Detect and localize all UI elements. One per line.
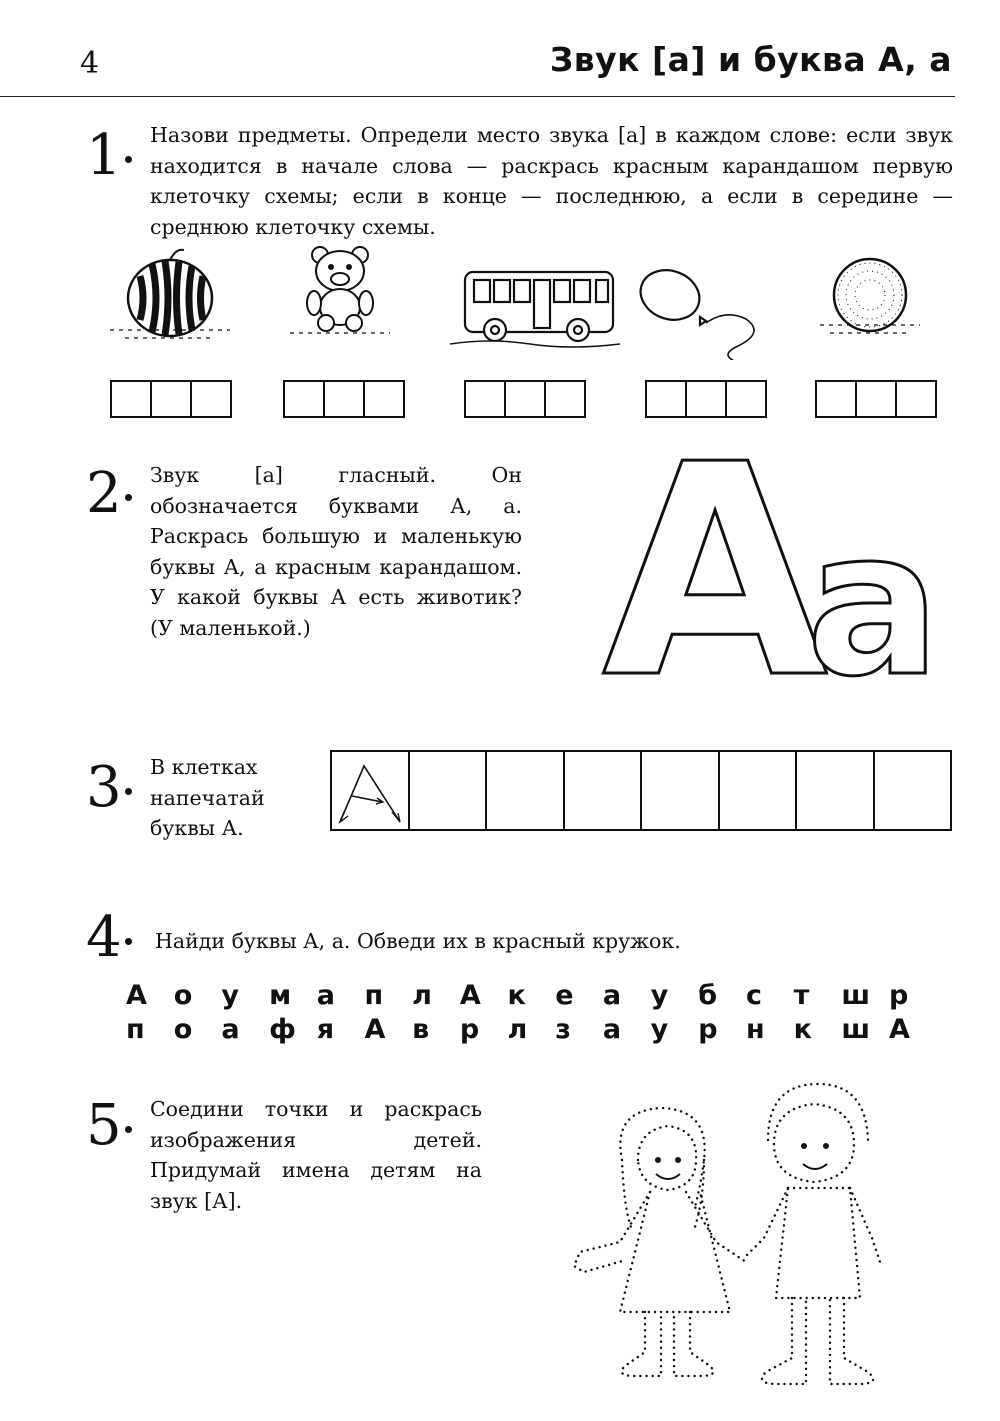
sample-letter-a-strokes: [332, 752, 407, 829]
letter-row-1: [126, 980, 937, 1011]
scheme-cell[interactable]: [365, 382, 403, 416]
letter-item[interactable]: ф: [269, 1014, 296, 1045]
scheme-cell[interactable]: [647, 382, 687, 416]
dotted-children-picture[interactable]: [560, 1080, 940, 1410]
writing-cell[interactable]: [797, 752, 875, 829]
scheme-cell[interactable]: [152, 382, 192, 416]
letter-item[interactable]: а: [602, 1014, 622, 1045]
girl-face: [655, 1157, 681, 1179]
letter-item[interactable]: н: [745, 1014, 765, 1045]
letter-item[interactable]: р: [698, 1014, 718, 1045]
letter-item[interactable]: а: [316, 980, 335, 1011]
writing-cell[interactable]: [565, 752, 643, 829]
letter-item[interactable]: у: [650, 980, 669, 1011]
scheme-cell[interactable]: [817, 382, 857, 416]
task5-text: Соедини точки и раскрась изображения детей. Придумай имена детям на звук [А].: [150, 1097, 482, 1213]
task2-text: Звук [а] гласный. Он обозначается буквами А, а. Раскрась большую и маленькую буквы А, а красным карандашом. У какой буквы А есть животик? (У маленькой.): [150, 463, 522, 640]
sound-scheme[interactable]: [110, 380, 232, 418]
letter-item[interactable]: с: [745, 980, 762, 1011]
letter-item[interactable]: у: [221, 980, 239, 1011]
task1-number: 1: [86, 128, 132, 184]
big-letter-a-outline[interactable]: A: [602, 455, 828, 685]
letter-item[interactable]: п: [364, 980, 384, 1011]
header-divider: [0, 96, 955, 97]
writing-cell[interactable]: [720, 752, 798, 829]
letter-row-2: [126, 1014, 937, 1045]
letter-item[interactable]: р: [889, 980, 909, 1011]
letter-item[interactable]: б: [698, 980, 718, 1011]
page-number: 4: [80, 46, 100, 81]
letter-item[interactable]: А: [459, 980, 481, 1011]
balloon-icon: [634, 262, 754, 360]
scheme-cell[interactable]: [506, 382, 546, 416]
bus-icon: [450, 272, 620, 347]
sound-scheme[interactable]: [464, 380, 586, 418]
orange-icon: [820, 259, 920, 333]
scheme-cell[interactable]: [466, 382, 506, 416]
task4-text: Найди буквы А, а. Обведи их в красный кружок.: [155, 929, 681, 953]
sound-scheme[interactable]: [815, 380, 937, 418]
page-title: Звук [а] и буква А, а: [549, 40, 952, 79]
scheme-cell[interactable]: [325, 382, 365, 416]
scheme-cell[interactable]: [857, 382, 897, 416]
scheme-cell[interactable]: [897, 382, 935, 416]
letter-item[interactable]: е: [555, 980, 574, 1011]
sound-scheme[interactable]: [645, 380, 767, 418]
letter-item[interactable]: в: [412, 1014, 430, 1045]
letter-item[interactable]: А: [364, 1014, 386, 1045]
sound-schemes: [110, 380, 940, 420]
girl-dotted-outline: [574, 1108, 746, 1376]
sample-cell: [332, 752, 410, 829]
watermelon-icon: [110, 250, 230, 338]
task2-number: 2: [86, 466, 132, 522]
task3-number: 3: [86, 760, 132, 816]
writing-cell[interactable]: [410, 752, 488, 829]
letter-item[interactable]: а: [221, 1014, 240, 1045]
scheme-cell[interactable]: [285, 382, 325, 416]
writing-cell[interactable]: [487, 752, 565, 829]
letter-item[interactable]: л: [412, 980, 432, 1011]
letter-item[interactable]: к: [507, 980, 526, 1011]
scheme-cell[interactable]: [687, 382, 727, 416]
letter-item[interactable]: р: [459, 1014, 480, 1045]
letter-item[interactable]: к: [793, 1014, 812, 1045]
letter-item[interactable]: о: [173, 980, 193, 1011]
boy-face: [801, 1143, 829, 1169]
scheme-cell[interactable]: [727, 382, 765, 416]
letter-item[interactable]: ш: [841, 980, 870, 1011]
letter-writing-grid: [330, 750, 952, 831]
letter-item[interactable]: ш: [841, 1014, 870, 1045]
letter-item[interactable]: а: [602, 980, 622, 1011]
letter-item[interactable]: я: [316, 1014, 335, 1045]
scheme-cell[interactable]: [112, 382, 152, 416]
task1-text: Назови предметы. Определи место звука [а] в каждом слове: если звук находится в начале слова — раскрась красным карандашом первую клеточку схемы; если в конце — последнюю, а если в середине — среднюю клеточку схемы.: [150, 123, 953, 239]
writing-cell[interactable]: [642, 752, 720, 829]
letter-item[interactable]: м: [269, 980, 292, 1011]
scheme-cell[interactable]: [192, 382, 230, 416]
small-letter-a-outline[interactable]: a: [806, 488, 941, 685]
letter-item[interactable]: у: [650, 1014, 669, 1045]
letter-item[interactable]: А: [126, 980, 147, 1011]
task5-number: 5: [86, 1098, 132, 1154]
scheme-cell[interactable]: [546, 382, 584, 416]
letter-item[interactable]: п: [126, 1014, 145, 1045]
writing-cell[interactable]: [875, 752, 951, 829]
teddy-bear-icon: [290, 247, 390, 333]
letter-item[interactable]: А: [889, 1014, 910, 1045]
task3-text: В клетках напечатай буквы А.: [150, 755, 265, 840]
task1-pictures: [100, 240, 960, 360]
sound-scheme[interactable]: [283, 380, 405, 418]
letter-item[interactable]: л: [507, 1014, 528, 1045]
boy-dotted-outline: [744, 1084, 880, 1384]
letter-item[interactable]: т: [793, 980, 810, 1011]
outline-letters[interactable]: [600, 455, 960, 685]
letter-item[interactable]: о: [173, 1014, 193, 1045]
task4-number: 4: [86, 910, 132, 966]
letter-item[interactable]: з: [555, 1014, 571, 1045]
